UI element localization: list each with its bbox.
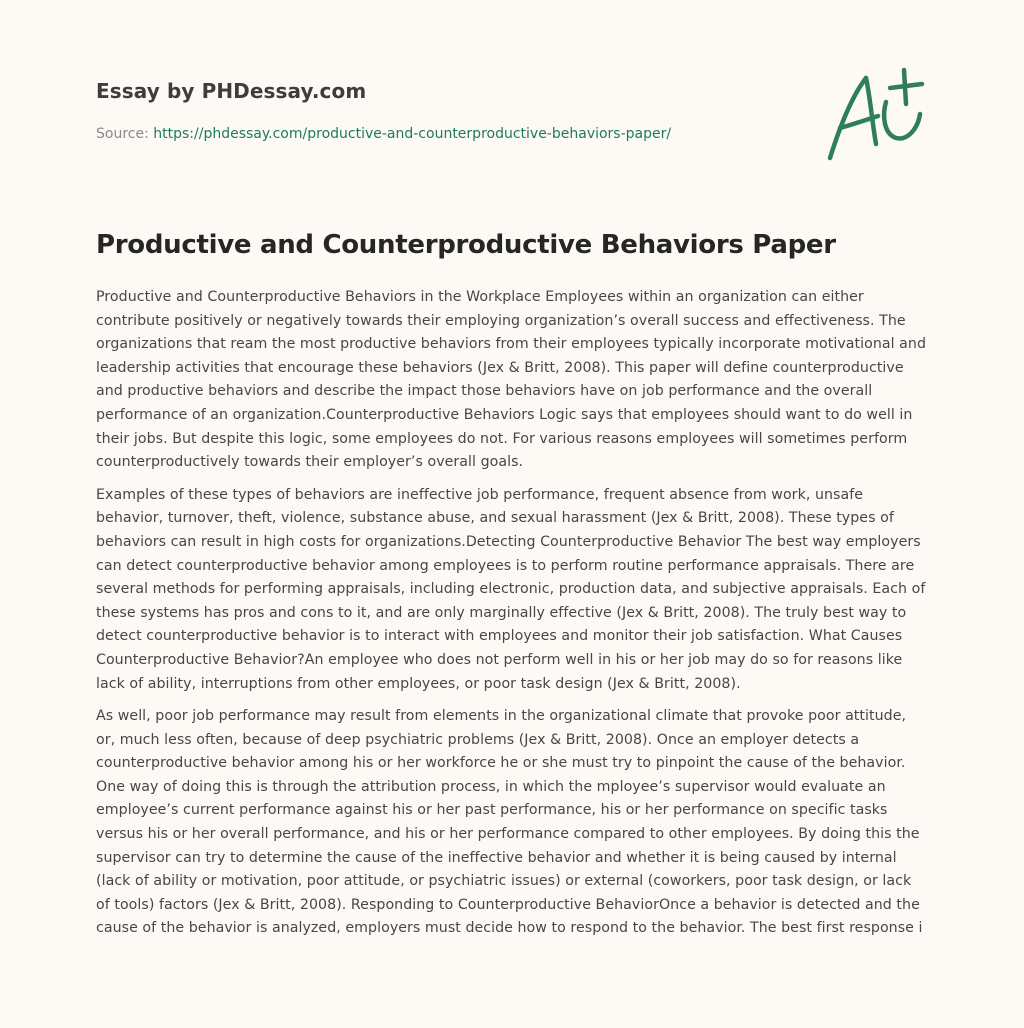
source-label: Source:	[96, 126, 154, 142]
paragraph: As well, poor job performance may result from elements in the organizational climate that provoke poor attitude, or, much less often, because of deep psychiatric problems (Jex & Britt, 2008). Once an employer detects a counterproductive behavior among his or her workforce he or she must try to pinpoint the cause of the behavior. One way of doing this is through the attribution process, in which the mployee’s supervisor would evaluate an employee’s current performance against his or her past performance, his or her performance on specific tasks versus his or her overall performance, and his or her performance compared to other employees. By doing this the supervisor can try to determine the cause of the ineffective behavior and whether it is being caused by internal (lack of ability or motivation, poor attitude, or psychiatric issues) or external (coworkers, poor task design, or lack of tools) factors (Jex & Britt, 2008). Responding to Counterproductive BehaviorOnce a behavior is detected and the cause of the behavior is analyzed, employers must decide how to respond to the behavior. The best first response i	[96, 708, 923, 937]
essay-body	[96, 286, 928, 950]
paragraph: Examples of these types of behaviors are ineffective job performance, frequent absence from work, unsafe behavior, turnover, theft, violence, substance abuse, and sexual harassment (Jex & Britt, 2008). These types of behaviors can result in high costs for organizations.Detecting Counterproductive Behavior The best way employers can detect counterproductive behavior among employees is to perform routine performance appraisals. There are several methods for performing appraisals, including electronic, production data, and subjective appraisals. Each of these systems has pros and cons to it, and are only marginally effective (Jex & Britt, 2008). The truly best way to detect counterproductive behavior is to interact with employees and monitor their job satisfaction. What Causes Counterproductive Behavior?An employee who does not perform well in his or her job may do so for reasons like lack of ability, interruptions from other employees, or poor task design (Jex & Britt, 2008).	[96, 486, 926, 692]
paragraph: Productive and Counterproductive Behaviors in the Workplace Employees within an organization can either contribute positively or negatively towards their employing organization’s overall success and effectiveness. The organizations that ream the most productive behaviors from their employees typically incorporate motivational and leadership activities that encourage these behaviors (Jex & Britt, 2008). This paper will define counterproductive and productive behaviors and describe the impact those behaviors have on job performance and the overall performance of an organization.Counterproductive Behaviors Logic says that employees should want to do well in their jobs. But despite this logic, some employees do not. For various reasons employees will sometimes perform counterproductively towards their employer’s overall goals.	[96, 289, 927, 471]
document-header	[96, 78, 796, 142]
page-title: Productive and Counterproductive Behaviors Paper	[96, 230, 836, 260]
a-plus-logo-icon	[820, 66, 930, 166]
source-line	[96, 124, 671, 144]
source-link[interactable]: https://phdessay.com/productive-and-counterproductive-behaviors-paper/	[153, 126, 672, 142]
site-brand: Essay by PHDessay.com	[96, 79, 367, 103]
